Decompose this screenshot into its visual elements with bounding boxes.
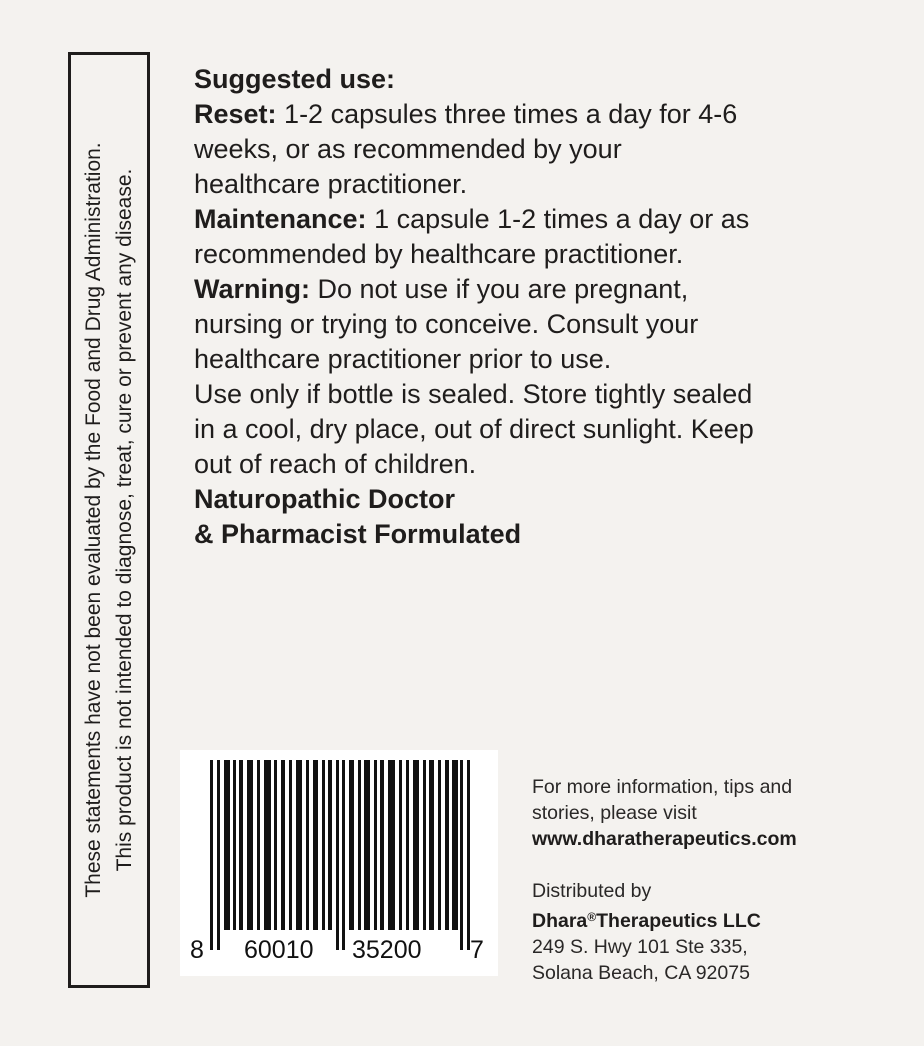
address-line-2: Solana Beach, CA 92075: [532, 962, 750, 984]
barcode-digit-right: 35200: [352, 936, 422, 964]
barcode-bar: [313, 760, 318, 930]
barcode-bar: [328, 760, 332, 930]
barcode-bar: [374, 760, 377, 930]
maintenance-text: 1 capsule 1-2 times a day or as recommended by healthcare practitioner.: [194, 204, 750, 269]
label-content: [194, 62, 894, 552]
maintenance-label: Maintenance:: [194, 204, 367, 234]
suggested-use-heading: Suggested use:: [194, 64, 396, 94]
maintenance-instructions: [194, 202, 814, 272]
barcode-bar: [413, 760, 419, 930]
address-line-1: 249 S. Hwy 101 Ste 335,: [532, 936, 748, 958]
reset-instructions: [194, 97, 754, 202]
barcode-digit-system: 8: [190, 936, 204, 964]
reset-label: Reset:: [194, 99, 277, 129]
barcode-bar: [429, 760, 434, 930]
barcode-bar: [296, 760, 302, 930]
barcode-bar: [423, 760, 426, 930]
barcode-bar: [247, 760, 253, 930]
info-block: [532, 774, 892, 986]
disclaimer-line-2: This product is not intended to diagnose, treat, cure or prevent any disease.: [113, 168, 136, 872]
formulated-line-2: & Pharmacist Formulated: [194, 519, 522, 549]
barcode-digit-check: 7: [470, 936, 484, 964]
barcode-bar: [322, 760, 325, 930]
barcode-bar: [445, 760, 449, 930]
barcode-bar: [336, 760, 339, 950]
barcode-bar: [281, 760, 285, 930]
barcode-digit-left: 60010: [244, 936, 314, 964]
barcode-bar: [380, 760, 384, 930]
barcode-bar: [388, 760, 395, 930]
barcode: [180, 750, 498, 976]
warning-text: Do not use if you are pregnant, nursing or trying to conceive. Consult your healthcare practitioner prior to use.: [194, 274, 699, 374]
barcode-bar: [224, 760, 230, 930]
fda-disclaimer-box: [68, 52, 150, 988]
barcode-bar: [257, 760, 260, 930]
barcode-bar: [239, 760, 243, 930]
barcode-bar: [406, 760, 409, 930]
barcode-bar: [349, 760, 354, 930]
barcode-bar: [264, 760, 271, 930]
barcode-bar: [358, 760, 361, 930]
barcode-bar: [364, 760, 370, 930]
warning: [194, 272, 774, 377]
warning-label: Warning:: [194, 274, 310, 304]
formulated-line-1: Naturopathic Doctor: [194, 484, 456, 514]
barcode-bar: [452, 760, 458, 930]
company-name: Dhara®Therapeutics LLC: [532, 910, 761, 932]
barcode-bar: [289, 760, 292, 930]
website-link[interactable]: www.dharatherapeutics.com: [532, 828, 797, 850]
more-info-line-2: stories, please visit: [532, 802, 697, 824]
barcode-bar: [274, 760, 277, 930]
fda-disclaimer: [78, 70, 140, 970]
barcode-bar: [342, 760, 345, 950]
barcode-bar: [217, 760, 220, 950]
disclaimer-line-1: These statements have not been evaluated by the Food and Drug Administration.: [82, 142, 105, 898]
barcode-bar: [210, 760, 213, 950]
barcode-bar: [233, 760, 236, 930]
barcode-bar: [467, 760, 470, 950]
storage-text: Use only if bottle is sealed. Store tightly sealed in a cool, dry place, out of direct sunlight. Keep out of reach of children.: [194, 379, 754, 479]
more-info-line-1: For more information, tips and: [532, 776, 793, 798]
barcode-bar: [306, 760, 309, 930]
barcode-bar: [460, 760, 463, 950]
barcode-bar: [399, 760, 402, 930]
distributed-by: Distributed by: [532, 880, 652, 902]
barcode-bar: [438, 760, 441, 930]
reset-text: 1-2 capsules three times a day for 4-6 weeks, or as recommended by your healthcare practitioner.: [194, 99, 738, 199]
barcode-digits: [180, 936, 498, 970]
